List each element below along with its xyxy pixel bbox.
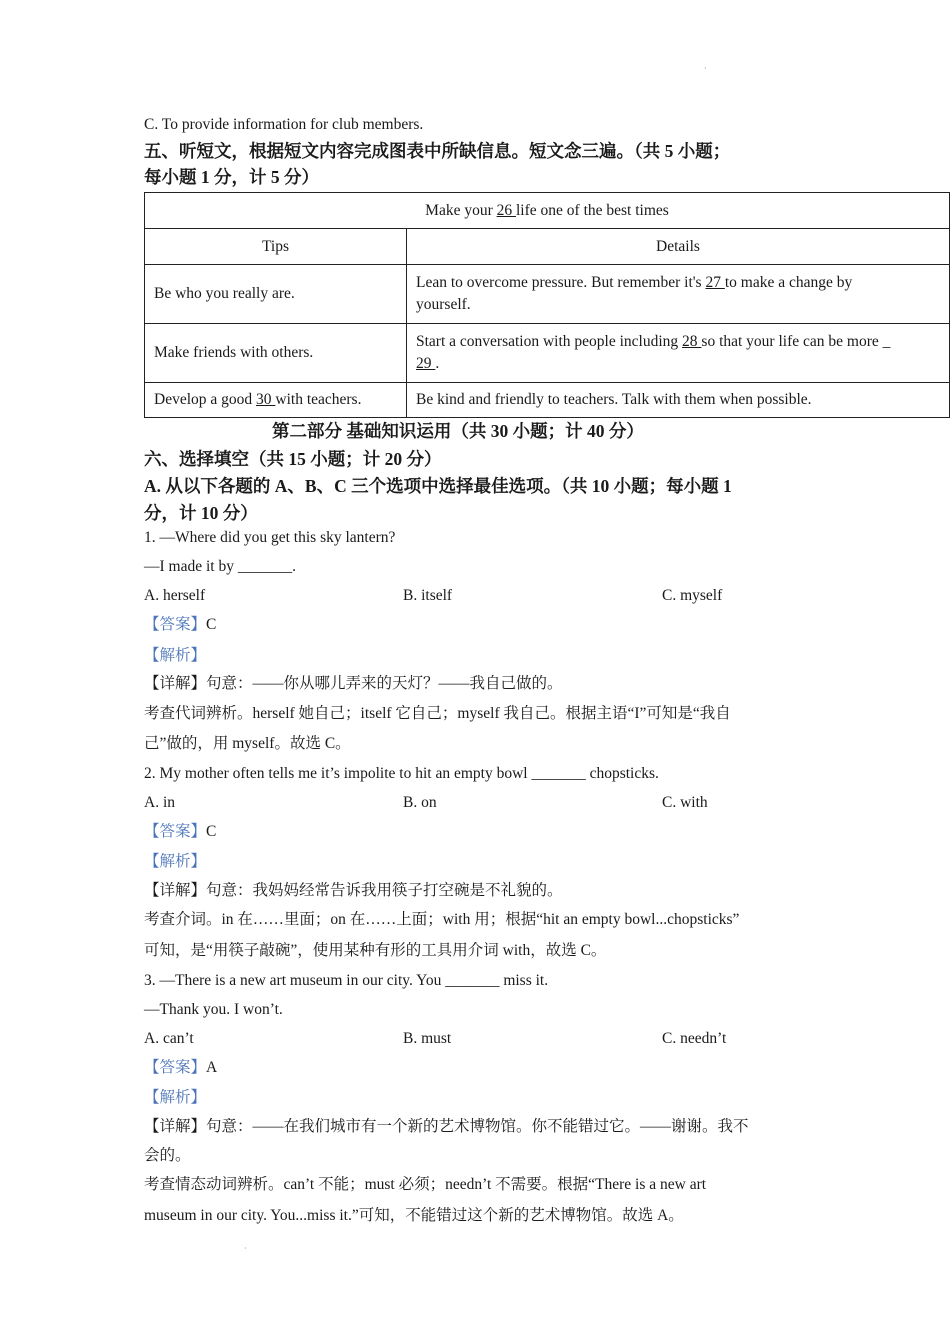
table-heading-row: [145, 193, 950, 229]
table-row: [145, 324, 950, 383]
q2-detail-line1: 【详解】句意：我妈妈经常告诉我用筷子打空碗是不礼貌的。: [144, 882, 563, 899]
q2-analysis-label: 【解析】: [144, 853, 207, 870]
q3-option-a: A. can’t: [144, 1030, 194, 1047]
detail-line: [416, 272, 940, 294]
q3-answer: [144, 1057, 217, 1079]
blank-26: 26: [496, 201, 516, 219]
detail-text: Lean to overcome pressure. But remember it's: [416, 274, 706, 291]
sectionA-title-line1: A. 从以下各题的 A、B、C 三个选项中选择最佳选项。（共 10 小题；每小题 1: [144, 476, 732, 496]
tip-cell: [145, 324, 407, 383]
tip-text: Develop a good: [154, 391, 257, 408]
q2-option-b: B. on: [403, 794, 437, 811]
detail-line: [416, 331, 940, 353]
q3-analysis-label: 【解析】: [144, 1089, 207, 1106]
page-mark-top: ·: [704, 64, 707, 73]
q3-detail-line1: 【详解】句意：——在我们城市有一个新的艺术博物馆。你不能错过它。——谢谢。我不: [144, 1118, 749, 1135]
detail-text: so that your life can be more _: [701, 333, 891, 350]
tip-text: Make friends with others.: [154, 344, 314, 361]
detail-line: [416, 353, 940, 375]
sectionA-title-line2: 分，计 10 分）: [144, 503, 258, 523]
detail-line: [416, 294, 940, 316]
answer-label: 【答案】: [144, 823, 207, 840]
detail-text: Start a conversation with people including: [416, 333, 683, 350]
tip-text: Be who you really are.: [154, 285, 295, 302]
answer-label: 【答案】: [144, 616, 207, 633]
q3-stem-line1: 3. —There is a new art museum in our city. You _______ miss it.: [144, 972, 549, 989]
q2-answer: [144, 821, 216, 843]
table-row: [145, 265, 950, 324]
blank-29: 29: [416, 355, 436, 372]
blank-27: 27: [705, 274, 725, 291]
col-header-details: Details: [407, 229, 950, 265]
detail-text: yourself.: [416, 296, 471, 313]
tip-text: with teachers.: [275, 391, 362, 408]
q2-option-c: C. with: [662, 794, 708, 811]
col-header-tips: Tips: [145, 229, 407, 265]
q1-analysis-label: 【解析】: [144, 647, 207, 664]
heading-text-post: life one of the best times: [516, 201, 669, 219]
table-header-row: [145, 229, 950, 265]
q1-stem-line2: —I made it by _______.: [144, 558, 296, 575]
page-mark-bottom: ·: [244, 1244, 247, 1253]
tips-table: [144, 192, 950, 418]
blank-30: 30: [256, 391, 276, 408]
q3-detail-line3: 考查情态动词辨析。can’t 不能；must 必须；needn’t 不需要。根据“There is a new art: [144, 1176, 707, 1193]
q2-detail-line3: 可知，是“用筷子敲碗”，使用某种有形的工具用介词 with，故选 C。: [144, 942, 607, 959]
q1-detail-line3: 己”做的，用 myself。故选 C。: [144, 735, 351, 752]
tip-cell: [145, 383, 407, 418]
detail-cell: [407, 324, 950, 383]
answer-label: 【答案】: [144, 1059, 207, 1076]
detail-text: .: [435, 355, 440, 372]
intro-option-c: C. To provide information for club members.: [144, 116, 424, 133]
tip-cell: [145, 265, 407, 324]
section5-title-line2: 每小题 1 分，计 5 分）: [144, 167, 319, 187]
q3-option-c: C. needn’t: [662, 1030, 727, 1047]
answer-value: C: [206, 823, 217, 840]
q1-detail-line1: 【详解】句意：——你从哪儿弄来的天灯？——我自己做的。: [144, 675, 563, 692]
part2-title: 第二部分 基础知识运用（共 30 小题；计 40 分）: [272, 421, 644, 441]
answer-value: C: [206, 616, 217, 633]
answer-value: A: [206, 1059, 218, 1076]
table-row: [145, 383, 950, 418]
q1-option-c: C. myself: [662, 587, 723, 604]
q2-option-a: A. in: [144, 794, 175, 811]
detail-text: to make a change by: [724, 274, 853, 291]
q3-option-b: B. must: [403, 1030, 452, 1047]
detail-text: Be kind and friendly to teachers. Talk with them when possible.: [416, 391, 812, 408]
q1-detail-line2: 考查代词辨析。herself 她自己；itself 它自己；myself 我自己。根据主语“I”可知是“我自: [144, 705, 731, 722]
q1-answer: [144, 614, 216, 636]
q3-detail-line4: museum in our city. You...miss it.”可知，不能错过这个新的艺术博物馆。故选 A。: [144, 1207, 684, 1224]
table-heading: [145, 193, 950, 229]
detail-cell: [407, 265, 950, 324]
q1-stem-line1: 1. —Where did you get this sky lantern?: [144, 529, 396, 546]
q1-option-a: A. herself: [144, 587, 206, 604]
q2-detail-line2: 考查介词。in 在……里面；on 在……上面；with 用；根据“hit an empty bowl...chopsticks”: [144, 911, 740, 928]
heading-text-pre: Make your: [425, 201, 497, 219]
blank-28: 28: [682, 333, 702, 350]
q2-stem-line1: 2. My mother often tells me it’s impolite to hit an empty bowl _______ chopsticks.: [144, 765, 659, 782]
section6-title: 六、选择填空（共 15 小题；计 20 分）: [144, 449, 442, 469]
detail-cell: [407, 383, 950, 418]
q3-stem-line2: —Thank you. I won’t.: [144, 1001, 283, 1018]
q3-detail-line2: 会的。: [144, 1147, 191, 1164]
section5-title-line1: 五、听短文，根据短文内容完成图表中所缺信息。短文念三遍。（共 5 小题；: [144, 141, 731, 161]
q1-option-b: B. itself: [403, 587, 453, 604]
